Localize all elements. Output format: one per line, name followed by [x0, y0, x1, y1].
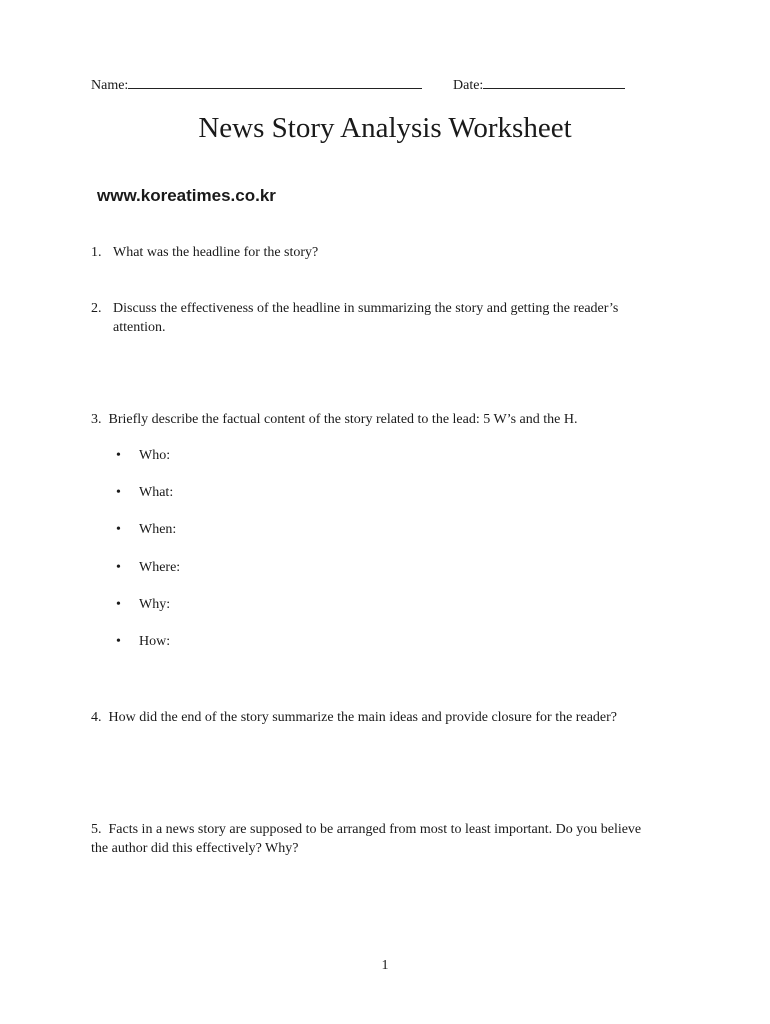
- bullet-label: Why:: [139, 597, 171, 612]
- question-5-number: 5.: [91, 822, 102, 837]
- question-2-text-line2: attention.: [113, 320, 166, 335]
- bullet-dot: •: [116, 522, 121, 537]
- question-1: [91, 243, 102, 262]
- bullet-when: [116, 522, 216, 542]
- bullet-label: Who:: [139, 448, 171, 463]
- bullet-dot: •: [116, 448, 121, 463]
- date-label: Date:: [453, 78, 484, 93]
- question-3: [91, 410, 577, 429]
- bullet-dot: •: [116, 485, 121, 500]
- page-title: News Story Analysis Worksheet: [198, 112, 572, 144]
- question-5-line1: [91, 820, 641, 839]
- bullet-why: [116, 597, 216, 617]
- bullet-dot: •: [116, 560, 121, 575]
- bullet-who: [116, 448, 216, 468]
- question-number: 1.: [91, 245, 102, 260]
- bullet-dot: •: [116, 597, 121, 612]
- question-4-text: How did the end of the story summarize the main ideas and provide closure for the reader?: [108, 710, 617, 725]
- bullet-label: Where:: [139, 560, 181, 575]
- question-2-text-line1: Discuss the effectiveness of the headline in summarizing the story and getting the reader’s: [113, 301, 619, 316]
- question-1-text: What was the headline for the story?: [113, 245, 319, 260]
- bullet-where: [116, 560, 216, 580]
- bullet-what: [116, 485, 216, 505]
- bullet-dot: •: [116, 634, 121, 649]
- question-5-text-line1: Facts in a news story are supposed to be arranged from most to least important. Do you believe: [108, 822, 642, 837]
- date-blank-line[interactable]: [483, 76, 625, 89]
- question-2-number: 2.: [91, 301, 102, 316]
- question-3-number: 3.: [91, 412, 102, 427]
- page-number: 1: [381, 958, 389, 973]
- bullet-label: What:: [139, 485, 174, 500]
- source-url: www.koreatimes.co.kr: [97, 186, 276, 205]
- question-4-number: 4.: [91, 710, 102, 725]
- question-5-text-line2: the author did this effectively? Why?: [91, 841, 299, 856]
- name-label: Name:: [91, 78, 129, 93]
- question-4: [91, 708, 617, 727]
- question-3-text: Briefly describe the factual content of the story related to the lead: 5 W’s and the H.: [108, 412, 578, 427]
- name-field: [91, 76, 422, 94]
- bullet-label: When:: [139, 522, 177, 537]
- bullet-label: How:: [139, 634, 171, 649]
- name-blank-line[interactable]: [128, 76, 422, 89]
- bullet-how: [116, 634, 216, 654]
- date-field: [453, 76, 625, 94]
